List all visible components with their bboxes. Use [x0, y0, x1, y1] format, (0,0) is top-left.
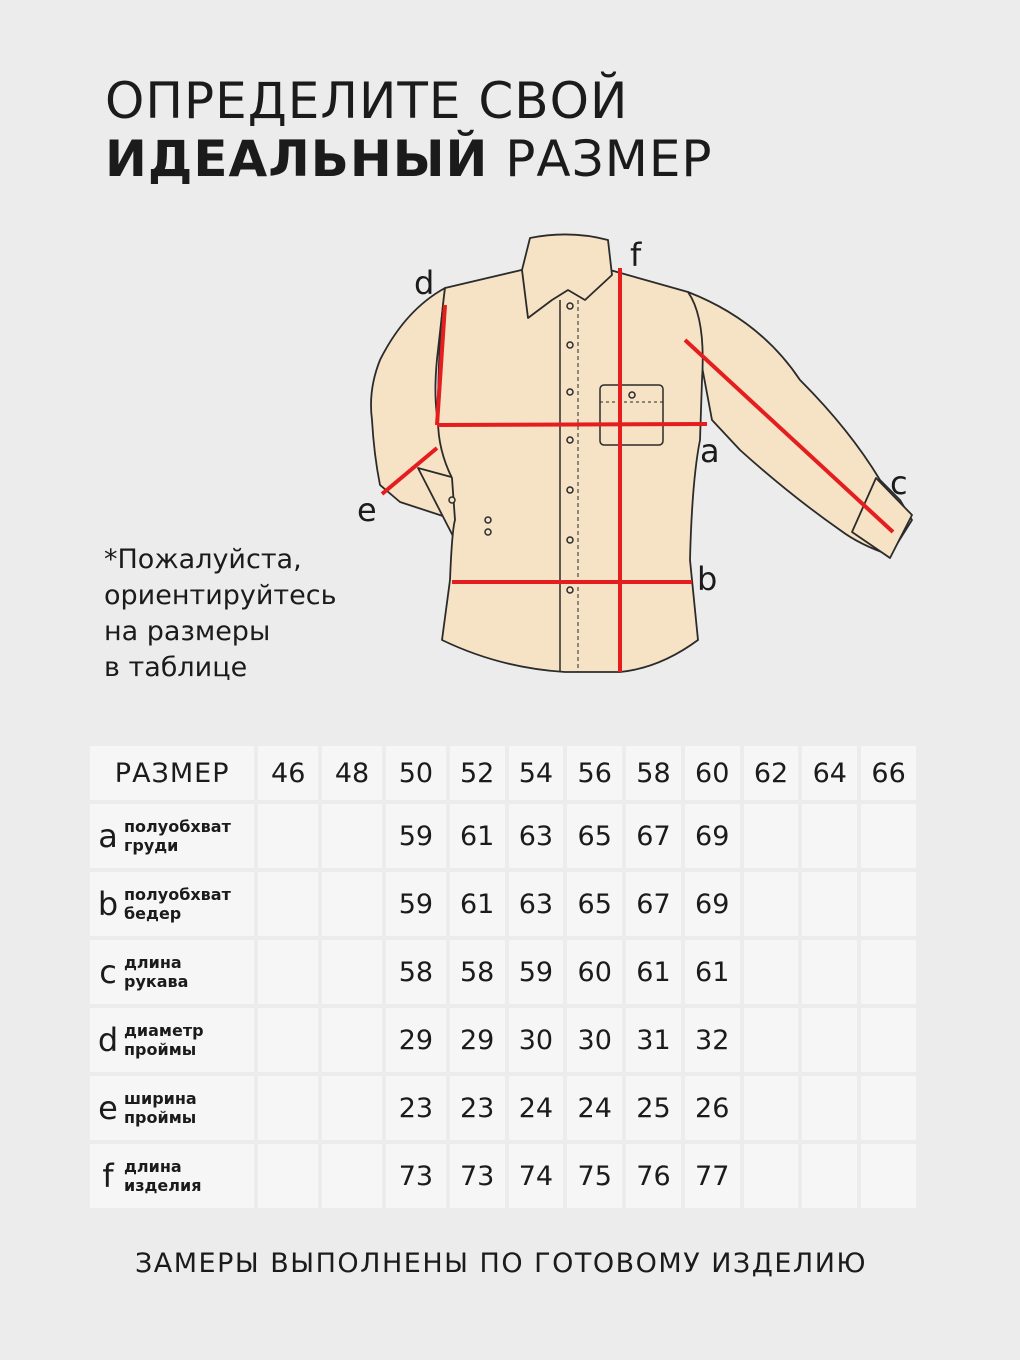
- size-header-cell: 64: [802, 746, 857, 800]
- button: [567, 587, 573, 593]
- shirt-illustration: [371, 234, 912, 672]
- value-cell: [258, 940, 318, 1004]
- value-cell: [861, 1076, 916, 1140]
- title-rest-word: РАЗМЕР: [505, 130, 713, 188]
- size-header-cell: 46: [258, 746, 318, 800]
- measurement-description: [124, 1157, 201, 1195]
- value-cell: [744, 872, 799, 936]
- description-line: проймы: [124, 1040, 197, 1059]
- value-cell: [322, 872, 382, 936]
- value-cell: 77: [685, 1144, 740, 1208]
- note-line: *Пожалуйста,: [104, 544, 302, 575]
- size-header-cell: 60: [685, 746, 740, 800]
- title-line-1: ОПРЕДЕЛИТЕ СВОЙ: [105, 72, 629, 130]
- value-cell: 61: [450, 872, 505, 936]
- value-cell: [861, 804, 916, 868]
- measurement-description: [124, 953, 188, 991]
- value-cell: 65: [567, 804, 622, 868]
- value-cell: 30: [509, 1008, 564, 1072]
- value-cell: [744, 1076, 799, 1140]
- table-header-row: [90, 746, 916, 800]
- value-cell: 30: [567, 1008, 622, 1072]
- size-header-cell: 52: [450, 746, 505, 800]
- value-cell: [258, 804, 318, 868]
- size-table: [86, 742, 920, 1212]
- label-c: c: [890, 464, 908, 502]
- button: [567, 487, 573, 493]
- measurement-letter: b: [97, 885, 119, 923]
- button: [629, 392, 635, 398]
- measurement-letter: e: [98, 1089, 118, 1127]
- value-cell: 25: [626, 1076, 681, 1140]
- value-cell: [861, 1144, 916, 1208]
- title-line-2: [105, 130, 713, 188]
- value-cell: 59: [386, 804, 446, 868]
- button: [567, 342, 573, 348]
- value-cell: [744, 940, 799, 1004]
- table-row: [90, 872, 916, 936]
- value-cell: 29: [386, 1008, 446, 1072]
- button: [567, 437, 573, 443]
- size-header-cell: 62: [744, 746, 799, 800]
- value-cell: 69: [685, 804, 740, 868]
- value-cell: 61: [685, 940, 740, 1004]
- value-cell: 24: [567, 1076, 622, 1140]
- measurement-description: [124, 1021, 204, 1059]
- description-line: полуобхват: [124, 817, 231, 836]
- value-cell: 23: [386, 1076, 446, 1140]
- measurement-label-cell: [90, 1008, 254, 1072]
- measure-line-a: [437, 424, 707, 425]
- measurement-label-cell: [90, 1076, 254, 1140]
- value-cell: [802, 1008, 857, 1072]
- description-line: груди: [124, 836, 179, 855]
- footer-note: ЗАМЕРЫ ВЫПОЛНЕНЫ ПО ГОТОВОМУ ИЗДЕЛИЮ: [134, 1248, 868, 1279]
- shirt-body-panel: [438, 268, 703, 672]
- measurement-letter: f: [102, 1157, 114, 1195]
- value-cell: [802, 1144, 857, 1208]
- value-cell: 73: [450, 1144, 505, 1208]
- size-header-cell: 54: [509, 746, 564, 800]
- value-cell: [861, 1008, 916, 1072]
- value-cell: [258, 1076, 318, 1140]
- value-cell: 63: [509, 872, 564, 936]
- value-cell: 31: [626, 1008, 681, 1072]
- header-size-label: РАЗМЕР: [90, 746, 254, 800]
- measurement-label-cell: [90, 872, 254, 936]
- value-cell: 58: [450, 940, 505, 1004]
- value-cell: 59: [386, 872, 446, 936]
- value-cell: [861, 940, 916, 1004]
- value-cell: 61: [626, 940, 681, 1004]
- measurement-description: [124, 817, 231, 855]
- button: [567, 389, 573, 395]
- label-d: d: [414, 264, 435, 302]
- button: [485, 529, 491, 535]
- label-e: e: [357, 491, 377, 529]
- measurement-letter: a: [98, 817, 118, 855]
- value-cell: 67: [626, 804, 681, 868]
- value-cell: 59: [509, 940, 564, 1004]
- description-line: длина: [124, 953, 182, 972]
- note-line: на размеры: [104, 616, 271, 647]
- button: [485, 517, 491, 523]
- value-cell: 26: [685, 1076, 740, 1140]
- value-cell: 32: [685, 1008, 740, 1072]
- size-header-cell: 50: [386, 746, 446, 800]
- value-cell: [322, 804, 382, 868]
- value-cell: [322, 1076, 382, 1140]
- button: [567, 537, 573, 543]
- value-cell: [322, 1144, 382, 1208]
- title-bold-word: ИДЕАЛЬНЫЙ: [105, 130, 489, 188]
- value-cell: [802, 804, 857, 868]
- value-cell: 74: [509, 1144, 564, 1208]
- value-cell: [322, 940, 382, 1004]
- value-cell: [258, 872, 318, 936]
- measurement-label-cell: [90, 940, 254, 1004]
- description-line: изделия: [124, 1176, 202, 1195]
- note-line: ориентируйтесь: [104, 580, 337, 611]
- value-cell: [744, 804, 799, 868]
- sizing-note: [104, 542, 404, 686]
- value-cell: 23: [450, 1076, 505, 1140]
- table-row: [90, 804, 916, 868]
- measurement-description: [124, 1089, 197, 1127]
- description-line: ширина: [124, 1089, 197, 1108]
- measurement-label-cell: [90, 1144, 254, 1208]
- value-cell: 61: [450, 804, 505, 868]
- description-line: рукава: [124, 972, 189, 991]
- value-cell: 75: [567, 1144, 622, 1208]
- value-cell: 65: [567, 872, 622, 936]
- value-cell: [861, 872, 916, 936]
- value-cell: 69: [685, 872, 740, 936]
- value-cell: 60: [567, 940, 622, 1004]
- value-cell: 29: [450, 1008, 505, 1072]
- description-line: диаметр: [124, 1021, 204, 1040]
- description-line: длина: [124, 1157, 182, 1176]
- description-line: проймы: [124, 1108, 197, 1127]
- value-cell: 67: [626, 872, 681, 936]
- value-cell: [258, 1008, 318, 1072]
- table-row: [90, 1008, 916, 1072]
- value-cell: [744, 1008, 799, 1072]
- measurement-letter: c: [99, 953, 117, 991]
- value-cell: 63: [509, 804, 564, 868]
- label-f: f: [630, 236, 642, 274]
- table-row: [90, 940, 916, 1004]
- value-cell: [258, 1144, 318, 1208]
- description-line: бедер: [124, 904, 182, 923]
- table-row: [90, 1076, 916, 1140]
- value-cell: [802, 872, 857, 936]
- value-cell: 76: [626, 1144, 681, 1208]
- value-cell: 73: [386, 1144, 446, 1208]
- note-line: в таблице: [104, 652, 248, 683]
- description-line: полуобхват: [124, 885, 231, 904]
- table-row: [90, 1144, 916, 1208]
- button: [449, 497, 455, 503]
- measurement-label-cell: [90, 804, 254, 868]
- label-a: a: [700, 432, 720, 470]
- size-header-cell: 58: [626, 746, 681, 800]
- measurement-letter: d: [97, 1021, 119, 1059]
- size-header-cell: 48: [322, 746, 382, 800]
- value-cell: 58: [386, 940, 446, 1004]
- measurement-description: [124, 885, 231, 923]
- size-header-cell: 56: [567, 746, 622, 800]
- value-cell: [802, 1076, 857, 1140]
- value-cell: 24: [509, 1076, 564, 1140]
- value-cell: [744, 1144, 799, 1208]
- page-title: [105, 72, 713, 188]
- shirt-measurement-diagram: [350, 225, 930, 685]
- button: [567, 303, 573, 309]
- value-cell: [322, 1008, 382, 1072]
- label-b: b: [697, 560, 718, 598]
- value-cell: [802, 940, 857, 1004]
- size-header-cell: 66: [861, 746, 916, 800]
